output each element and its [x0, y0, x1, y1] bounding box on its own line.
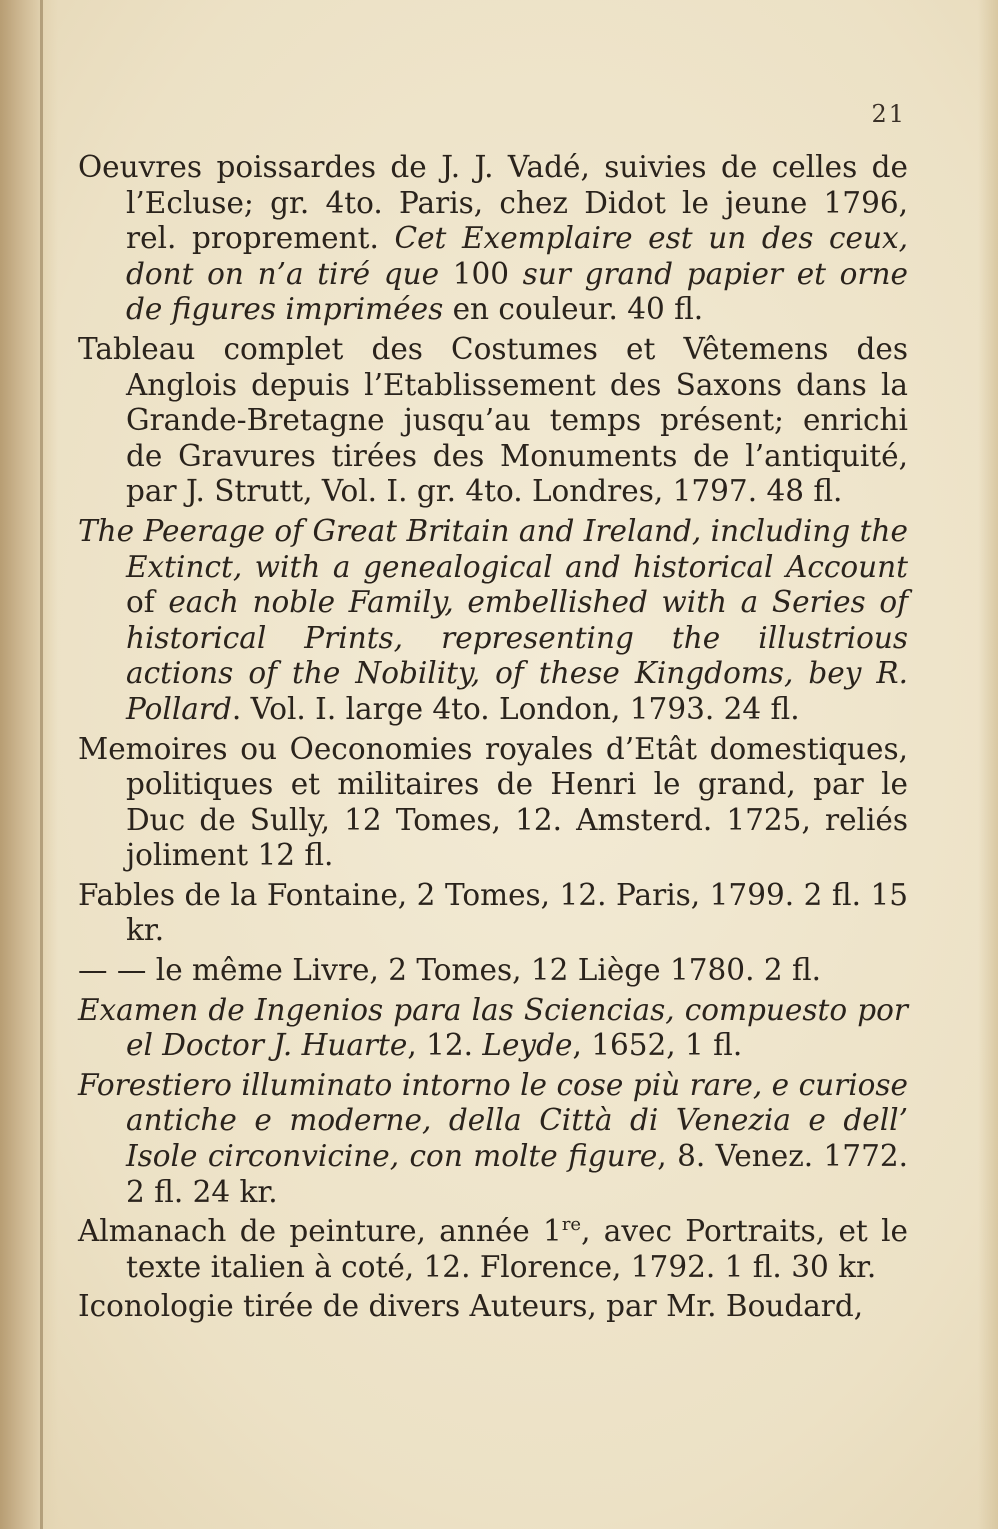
superscript-text: re: [561, 1214, 582, 1236]
text-run: Fables de la Fontaine, 2 Tomes, 12. Paris, 1799. 2 fl. 15 kr.: [78, 877, 908, 948]
text-run: , 1652, 1 fl.: [572, 1028, 743, 1063]
catalogue-entries: [78, 150, 908, 1329]
text-run: 100: [439, 256, 523, 291]
page-gutter: [0, 0, 58, 1529]
text-run: Oeuvres poissardes de J. J. Vadé, suivies de celles de l’Ecluse; gr. 4to. Paris, chez Didot le jeune 1796, rel. proprement.: [78, 150, 908, 256]
italic-text-run: Cet Exemplaire est un des ceux, dont on n’a tiré que: [126, 221, 908, 291]
italic-text-run: each noble Family, embellished with a Series of historical Prints, representing the illustrious actions of the Nobility, of these Kingdoms, bey R. Pollard: [126, 585, 908, 726]
text-run: en couleur. 40 fl.: [443, 292, 704, 327]
italic-text-run: Leyde: [482, 1028, 573, 1063]
catalogue-entry: [78, 150, 908, 328]
italic-text-run: sur grand papier et orne de figures imprimées: [126, 256, 908, 327]
text-run: , 12.: [407, 1028, 483, 1063]
text-run: of: [126, 585, 169, 620]
catalogue-entry: [78, 1214, 908, 1285]
catalogue-entry: [78, 1068, 908, 1210]
page-edge: [978, 0, 998, 1529]
catalogue-entry: [78, 732, 908, 874]
text-run: , avec Portraits, et le texte italien à coté, 12. Florence, 1792. 1 fl. 30 kr.: [126, 1214, 908, 1284]
italic-text-run: The Peerage of Great Britain and Ireland, including the Extinct, with a genealogical and historical Account: [78, 513, 908, 584]
gutter-fold-line: [40, 0, 43, 1529]
catalogue-entry: [78, 953, 908, 989]
catalogue-entry: [78, 514, 908, 728]
italic-text-run: Forestiero illuminato intorno le cose più rare, e curiose antiche e moderne, della Città di Venezia e dell’ Isole circonvicine, con molte figure: [78, 1067, 908, 1174]
text-run: Memoires ou Oeconomies royales d’Etât domestiques, politiques et militaires de Henri le grand, par le Duc de Sully, 12 Tomes, 12. Amsterd. 1725, reliés joliment 12 fl.: [78, 731, 908, 873]
text-run: Almanach de peinture, année 1: [78, 1214, 562, 1249]
italic-text-run: Examen de Ingenios para las Sciencias, compuesto por el Doctor J. Huarte: [78, 992, 908, 1063]
catalogue-entry: [78, 332, 908, 510]
catalogue-entry: [78, 878, 908, 949]
text-run: . Vol. I. large 4to. London, 1793. 24 fl.: [231, 691, 800, 726]
text-run: Iconologie tirée de divers Auteurs, par Mr. Boudard,: [78, 1289, 864, 1324]
text-run: , 8. Venez. 1772. 2 fl. 24 kr.: [126, 1139, 908, 1209]
text-run: — — le même Livre, 2 Tomes, 12 Liège 1780. 2 fl.: [78, 953, 822, 988]
text-run: Tableau complet des Costumes et Vêtemens des Anglois depuis l’Etablissement des Saxons dans la Grande-Bretagne jusqu’au temps présent; enrichi de Gravures tirées des Monuments de l’antiquité, par J. Strutt, Vol. I. gr. 4to. Londres, 1797. 48 fl.: [78, 331, 908, 509]
catalogue-entry: [78, 1289, 908, 1325]
catalogue-entry: [78, 993, 908, 1064]
page-number: 21: [871, 100, 906, 128]
